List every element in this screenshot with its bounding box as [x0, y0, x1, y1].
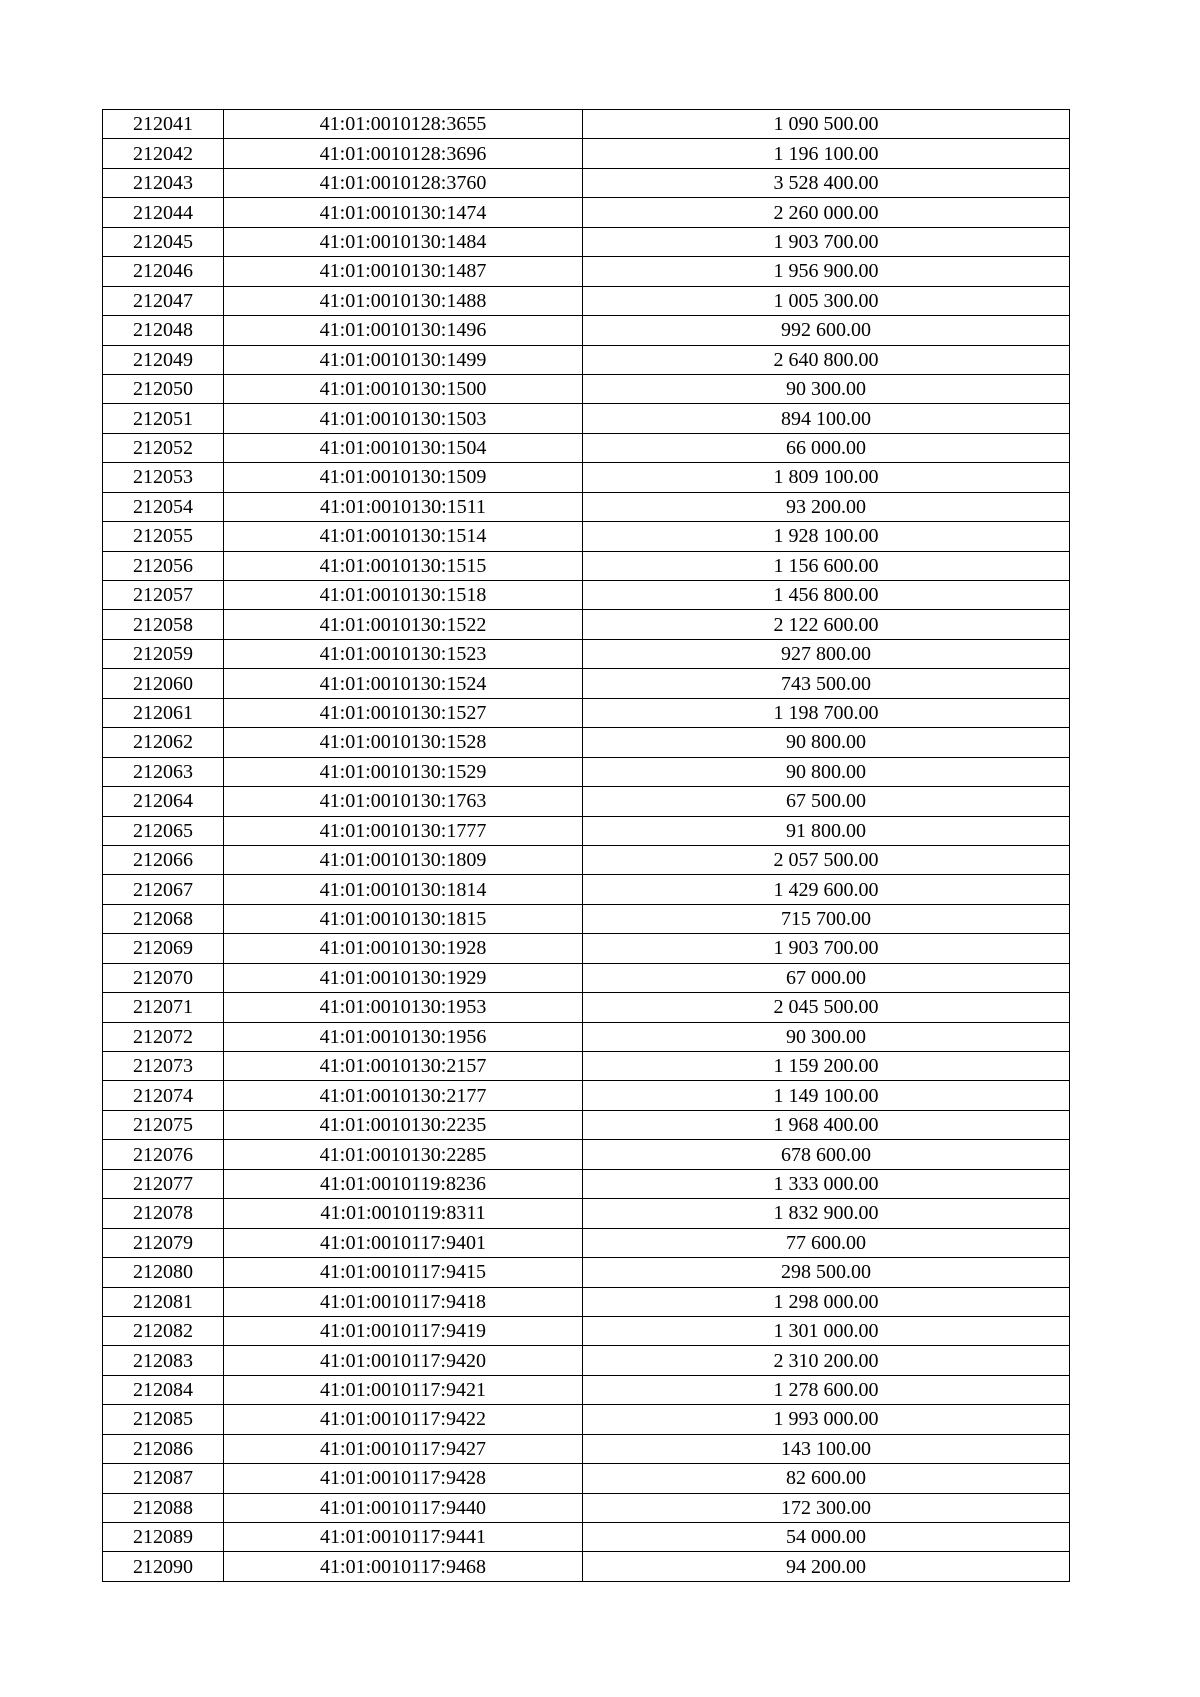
row-number-cell: 212070 — [103, 963, 224, 992]
row-number-cell: 212066 — [103, 845, 224, 874]
row-number-cell: 212077 — [103, 1169, 224, 1198]
cadastral-number-cell: 41:01:0010130:1928 — [224, 934, 583, 963]
cadastral-number-cell: 41:01:0010117:9440 — [224, 1493, 583, 1522]
row-number-cell: 212090 — [103, 1552, 224, 1581]
cadastral-value-cell: 1 005 300.00 — [583, 286, 1070, 315]
row-number-cell: 212088 — [103, 1493, 224, 1522]
cadastral-value-cell: 1 903 700.00 — [583, 934, 1070, 963]
cadastral-number-cell: 41:01:0010128:3655 — [224, 110, 583, 139]
table-row — [103, 1316, 1070, 1345]
table-row — [103, 698, 1070, 727]
row-number-cell: 212061 — [103, 698, 224, 727]
cadastral-value-cell: 91 800.00 — [583, 816, 1070, 845]
table-row — [103, 757, 1070, 786]
table-row — [103, 374, 1070, 403]
table-row — [103, 433, 1070, 462]
cadastral-number-cell: 41:01:0010130:1518 — [224, 581, 583, 610]
row-number-cell: 212083 — [103, 1346, 224, 1375]
row-number-cell: 212055 — [103, 522, 224, 551]
row-number-cell: 212076 — [103, 1140, 224, 1169]
table-row — [103, 875, 1070, 904]
cadastral-number-cell: 41:01:0010130:1929 — [224, 963, 583, 992]
table-row — [103, 463, 1070, 492]
cadastral-number-cell: 41:01:0010130:1500 — [224, 374, 583, 403]
row-number-cell: 212089 — [103, 1523, 224, 1552]
cadastral-value-cell: 1 198 700.00 — [583, 698, 1070, 727]
cadastral-number-cell: 41:01:0010130:1511 — [224, 492, 583, 521]
row-number-cell: 212071 — [103, 993, 224, 1022]
table-row — [103, 1140, 1070, 1169]
cadastral-number-cell: 41:01:0010130:1509 — [224, 463, 583, 492]
row-number-cell: 212041 — [103, 110, 224, 139]
cadastral-value-cell: 927 800.00 — [583, 639, 1070, 668]
table-row — [103, 110, 1070, 139]
cadastral-value-cell: 90 300.00 — [583, 1022, 1070, 1051]
table-row — [103, 522, 1070, 551]
row-number-cell: 212058 — [103, 610, 224, 639]
row-number-cell: 212067 — [103, 875, 224, 904]
cadastral-value-cell: 2 640 800.00 — [583, 345, 1070, 374]
cadastral-number-cell: 41:01:0010130:1503 — [224, 404, 583, 433]
table-row — [103, 1493, 1070, 1522]
row-number-cell: 212048 — [103, 316, 224, 345]
row-number-cell: 212065 — [103, 816, 224, 845]
table-row — [103, 610, 1070, 639]
row-number-cell: 212057 — [103, 581, 224, 610]
cadastral-number-cell: 41:01:0010117:9418 — [224, 1287, 583, 1316]
row-number-cell: 212044 — [103, 198, 224, 227]
cadastral-value-cell: 298 500.00 — [583, 1258, 1070, 1287]
cadastral-value-cell: 1 278 600.00 — [583, 1375, 1070, 1404]
cadastral-number-cell: 41:01:0010119:8311 — [224, 1199, 583, 1228]
table-row — [103, 198, 1070, 227]
cadastral-number-cell: 41:01:0010130:1522 — [224, 610, 583, 639]
cadastral-number-cell: 41:01:0010130:1815 — [224, 904, 583, 933]
row-number-cell: 212075 — [103, 1110, 224, 1139]
row-number-cell: 212053 — [103, 463, 224, 492]
table-row — [103, 168, 1070, 197]
cadastral-number-cell: 41:01:0010117:9441 — [224, 1523, 583, 1552]
cadastral-value-cell: 82 600.00 — [583, 1464, 1070, 1493]
table-row — [103, 1287, 1070, 1316]
cadastral-value-cell: 1 832 900.00 — [583, 1199, 1070, 1228]
table-row — [103, 1434, 1070, 1463]
table-row — [103, 1081, 1070, 1110]
cadastral-value-cell: 54 000.00 — [583, 1523, 1070, 1552]
row-number-cell: 212054 — [103, 492, 224, 521]
row-number-cell: 212079 — [103, 1228, 224, 1257]
table-row — [103, 257, 1070, 286]
cadastral-value-cell: 172 300.00 — [583, 1493, 1070, 1522]
cadastral-value-cell: 2 045 500.00 — [583, 993, 1070, 1022]
cadastral-value-cell: 1 333 000.00 — [583, 1169, 1070, 1198]
cadastral-number-cell: 41:01:0010130:1524 — [224, 669, 583, 698]
cadastral-value-cell: 894 100.00 — [583, 404, 1070, 433]
cadastral-number-cell: 41:01:0010117:9427 — [224, 1434, 583, 1463]
table-row — [103, 845, 1070, 874]
cadastral-value-cell: 1 156 600.00 — [583, 551, 1070, 580]
cadastral-value-cell: 67 000.00 — [583, 963, 1070, 992]
cadastral-value-cell: 67 500.00 — [583, 787, 1070, 816]
cadastral-value-cell: 1 956 900.00 — [583, 257, 1070, 286]
table-row — [103, 904, 1070, 933]
cadastral-number-cell: 41:01:0010130:1515 — [224, 551, 583, 580]
table-row — [103, 1464, 1070, 1493]
row-number-cell: 212049 — [103, 345, 224, 374]
cadastral-number-cell: 41:01:0010130:1484 — [224, 227, 583, 256]
cadastral-value-cell: 2 057 500.00 — [583, 845, 1070, 874]
cadastral-value-cell: 1 090 500.00 — [583, 110, 1070, 139]
cadastral-value-cell: 1 968 400.00 — [583, 1110, 1070, 1139]
cadastral-number-cell: 41:01:0010117:9415 — [224, 1258, 583, 1287]
table-row — [103, 286, 1070, 315]
table-row — [103, 1405, 1070, 1434]
cadastral-value-cell: 1 456 800.00 — [583, 581, 1070, 610]
table-row — [103, 728, 1070, 757]
cadastral-number-cell: 41:01:0010130:1777 — [224, 816, 583, 845]
row-number-cell: 212074 — [103, 1081, 224, 1110]
cadastral-number-cell: 41:01:0010117:9468 — [224, 1552, 583, 1581]
row-number-cell: 212047 — [103, 286, 224, 315]
row-number-cell: 212052 — [103, 433, 224, 462]
cadastral-number-cell: 41:01:0010130:1474 — [224, 198, 583, 227]
cadastral-number-cell: 41:01:0010117:9421 — [224, 1375, 583, 1404]
row-number-cell: 212060 — [103, 669, 224, 698]
cadastral-number-cell: 41:01:0010130:1504 — [224, 433, 583, 462]
row-number-cell: 212078 — [103, 1199, 224, 1228]
cadastral-value-cell: 2 122 600.00 — [583, 610, 1070, 639]
table-row — [103, 316, 1070, 345]
cadastral-value-cell: 1 903 700.00 — [583, 227, 1070, 256]
table-row — [103, 1346, 1070, 1375]
cadastral-value-cell: 2 260 000.00 — [583, 198, 1070, 227]
cadastral-number-cell: 41:01:0010130:2235 — [224, 1110, 583, 1139]
cadastral-value-cell: 678 600.00 — [583, 1140, 1070, 1169]
table-row — [103, 1169, 1070, 1198]
cadastral-value-table — [102, 109, 1070, 1582]
cadastral-number-cell: 41:01:0010128:3696 — [224, 139, 583, 168]
cadastral-number-cell: 41:01:0010130:1953 — [224, 993, 583, 1022]
table-row — [103, 404, 1070, 433]
cadastral-value-cell: 143 100.00 — [583, 1434, 1070, 1463]
cadastral-value-cell: 66 000.00 — [583, 433, 1070, 462]
table-row — [103, 1052, 1070, 1081]
row-number-cell: 212073 — [103, 1052, 224, 1081]
row-number-cell: 212042 — [103, 139, 224, 168]
cadastral-value-cell: 90 800.00 — [583, 757, 1070, 786]
row-number-cell: 212043 — [103, 168, 224, 197]
row-number-cell: 212086 — [103, 1434, 224, 1463]
cadastral-value-cell: 2 310 200.00 — [583, 1346, 1070, 1375]
cadastral-value-cell: 992 600.00 — [583, 316, 1070, 345]
cadastral-number-cell: 41:01:0010130:1488 — [224, 286, 583, 315]
row-number-cell: 212085 — [103, 1405, 224, 1434]
table-row — [103, 581, 1070, 610]
cadastral-value-cell: 90 800.00 — [583, 728, 1070, 757]
cadastral-number-cell: 41:01:0010117:9428 — [224, 1464, 583, 1493]
table-row — [103, 787, 1070, 816]
cadastral-number-cell: 41:01:0010130:2285 — [224, 1140, 583, 1169]
cadastral-number-cell: 41:01:0010130:2177 — [224, 1081, 583, 1110]
cadastral-value-cell: 1 993 000.00 — [583, 1405, 1070, 1434]
row-number-cell: 212080 — [103, 1258, 224, 1287]
cadastral-number-cell: 41:01:0010119:8236 — [224, 1169, 583, 1198]
cadastral-value-cell: 1 928 100.00 — [583, 522, 1070, 551]
table-row — [103, 669, 1070, 698]
row-number-cell: 212084 — [103, 1375, 224, 1404]
table-row — [103, 1228, 1070, 1257]
row-number-cell: 212063 — [103, 757, 224, 786]
cadastral-value-cell: 1 301 000.00 — [583, 1316, 1070, 1345]
table-row — [103, 993, 1070, 1022]
cadastral-value-cell: 1 429 600.00 — [583, 875, 1070, 904]
cadastral-value-cell: 715 700.00 — [583, 904, 1070, 933]
row-number-cell: 212069 — [103, 934, 224, 963]
table-row — [103, 1110, 1070, 1139]
cadastral-value-cell: 93 200.00 — [583, 492, 1070, 521]
cadastral-number-cell: 41:01:0010128:3760 — [224, 168, 583, 197]
cadastral-number-cell: 41:01:0010130:1528 — [224, 728, 583, 757]
table-row — [103, 934, 1070, 963]
cadastral-value-cell: 90 300.00 — [583, 374, 1070, 403]
table-row — [103, 345, 1070, 374]
row-number-cell: 212062 — [103, 728, 224, 757]
cadastral-value-cell: 94 200.00 — [583, 1552, 1070, 1581]
cadastral-number-cell: 41:01:0010130:1809 — [224, 845, 583, 874]
table-row — [103, 1258, 1070, 1287]
table-row — [103, 551, 1070, 580]
cadastral-number-cell: 41:01:0010130:1523 — [224, 639, 583, 668]
cadastral-number-cell: 41:01:0010117:9420 — [224, 1346, 583, 1375]
row-number-cell: 212081 — [103, 1287, 224, 1316]
cadastral-number-cell: 41:01:0010130:1763 — [224, 787, 583, 816]
row-number-cell: 212082 — [103, 1316, 224, 1345]
table-row — [103, 639, 1070, 668]
cadastral-value-cell: 1 196 100.00 — [583, 139, 1070, 168]
cadastral-number-cell: 41:01:0010130:1956 — [224, 1022, 583, 1051]
table-body — [103, 110, 1070, 1582]
cadastral-value-cell: 3 528 400.00 — [583, 168, 1070, 197]
row-number-cell: 212064 — [103, 787, 224, 816]
row-number-cell: 212072 — [103, 1022, 224, 1051]
cadastral-number-cell: 41:01:0010117:9422 — [224, 1405, 583, 1434]
table-row — [103, 1022, 1070, 1051]
row-number-cell: 212068 — [103, 904, 224, 933]
cadastral-value-cell: 1 159 200.00 — [583, 1052, 1070, 1081]
cadastral-value-cell: 1 809 100.00 — [583, 463, 1070, 492]
table-row — [103, 963, 1070, 992]
cadastral-number-cell: 41:01:0010130:1529 — [224, 757, 583, 786]
cadastral-number-cell: 41:01:0010130:1496 — [224, 316, 583, 345]
table-row — [103, 816, 1070, 845]
cadastral-number-cell: 41:01:0010130:1514 — [224, 522, 583, 551]
table-row — [103, 227, 1070, 256]
row-number-cell: 212056 — [103, 551, 224, 580]
table-row — [103, 1552, 1070, 1581]
cadastral-number-cell: 41:01:0010117:9401 — [224, 1228, 583, 1257]
row-number-cell: 212050 — [103, 374, 224, 403]
cadastral-number-cell: 41:01:0010130:1499 — [224, 345, 583, 374]
cadastral-number-cell: 41:01:0010117:9419 — [224, 1316, 583, 1345]
cadastral-value-cell: 743 500.00 — [583, 669, 1070, 698]
table-row — [103, 1523, 1070, 1552]
row-number-cell: 212046 — [103, 257, 224, 286]
row-number-cell: 212051 — [103, 404, 224, 433]
table-row — [103, 1375, 1070, 1404]
row-number-cell: 212045 — [103, 227, 224, 256]
table-row — [103, 492, 1070, 521]
cadastral-value-cell: 1 149 100.00 — [583, 1081, 1070, 1110]
cadastral-number-cell: 41:01:0010130:1487 — [224, 257, 583, 286]
table-row — [103, 139, 1070, 168]
cadastral-number-cell: 41:01:0010130:2157 — [224, 1052, 583, 1081]
row-number-cell: 212059 — [103, 639, 224, 668]
cadastral-number-cell: 41:01:0010130:1814 — [224, 875, 583, 904]
cadastral-value-cell: 1 298 000.00 — [583, 1287, 1070, 1316]
cadastral-value-cell: 77 600.00 — [583, 1228, 1070, 1257]
cadastral-number-cell: 41:01:0010130:1527 — [224, 698, 583, 727]
table-row — [103, 1199, 1070, 1228]
row-number-cell: 212087 — [103, 1464, 224, 1493]
